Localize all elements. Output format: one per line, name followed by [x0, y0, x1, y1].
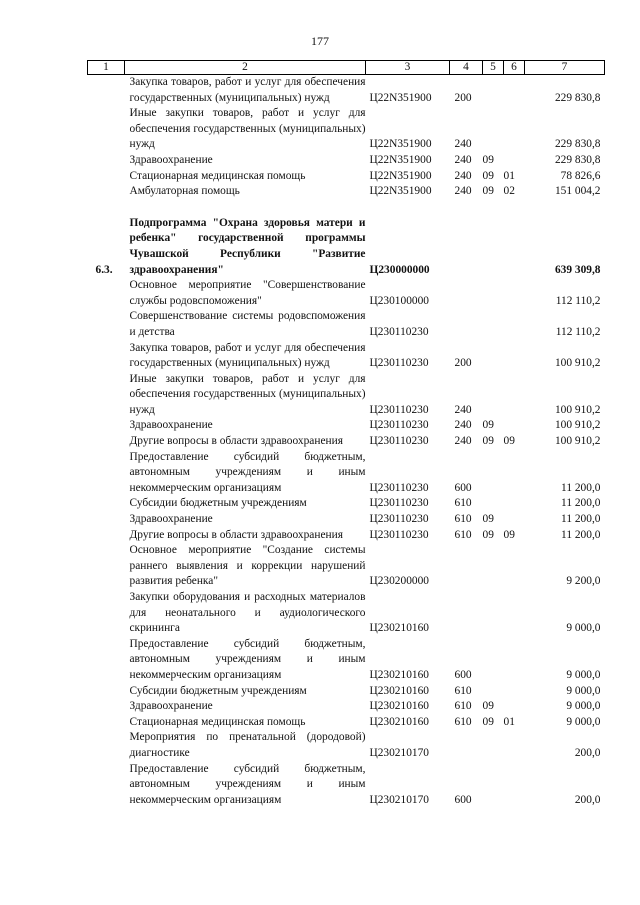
row-number	[88, 512, 125, 528]
row-expense-type: 610	[454, 497, 472, 510]
row-expense-type: 240	[454, 153, 472, 166]
row-amount: 229 830,8	[554, 91, 601, 104]
row-description: Совершенствование системы родовспоможения и детства	[129, 310, 366, 338]
row-amount: 9 000,0	[566, 700, 601, 713]
table-row	[88, 512, 605, 528]
row-section	[483, 75, 504, 107]
row-amount: 11 200,0	[561, 497, 601, 510]
row-subsection	[504, 75, 525, 107]
row-section: 09	[482, 435, 494, 448]
row-target-code: Ц230210170	[369, 746, 429, 759]
header-col-2: 2	[125, 61, 366, 75]
row-section: 09	[482, 185, 494, 198]
row-amount: 11 200,0	[561, 481, 601, 494]
row-target-code: Ц230110230	[369, 481, 429, 494]
row-target-code: Ц230210160	[369, 715, 429, 728]
row-target-code: Ц22N351900	[369, 185, 432, 198]
row-section: 09	[482, 419, 494, 432]
row-number	[88, 434, 125, 450]
row-target-code: Ц230110230	[369, 435, 429, 448]
row-target-code: Ц230110230	[369, 325, 429, 338]
row-expense-type: 240	[454, 419, 472, 432]
row-amount: 100 910,2	[554, 403, 601, 416]
table-row	[88, 106, 605, 153]
table-row	[88, 278, 605, 309]
header-col-3: 3	[366, 61, 450, 75]
row-description: Основное мероприятие "Создание системы раннего выявления и коррекции нарушений развития ребенка"	[129, 544, 366, 588]
row-number	[88, 684, 125, 700]
table-row	[88, 730, 605, 761]
row-description: Здравоохранение	[129, 153, 213, 166]
row-amount: 100 910,2	[554, 357, 601, 370]
row-section	[483, 762, 504, 809]
row-expense-type: 200	[454, 91, 472, 104]
row-amount: 200,0	[574, 793, 601, 806]
row-target-code: Ц230210160	[369, 700, 429, 713]
row-description: Амбулаторная помощь	[129, 185, 240, 198]
row-number	[88, 543, 125, 590]
row-description: Закупка товаров, работ и услуг для обеспечения государственных (муниципальных) нужд	[129, 76, 366, 104]
row-subsection	[504, 309, 525, 340]
row-amount: 11 200,0	[561, 513, 601, 526]
row-target-code: Ц22N351900	[369, 169, 432, 182]
row-target-code: Ц22N351900	[369, 91, 432, 104]
row-description: Иные закупки товаров, работ и услуг для обеспечения государственных (муниципальных) нужд	[129, 107, 366, 151]
row-target-code: Ц230110230	[369, 357, 429, 370]
row-description: Мероприятия по пренатальной (дородовой) диагностике	[129, 731, 366, 759]
row-expense-type: 240	[454, 435, 472, 448]
table-row	[88, 434, 605, 450]
row-number: 6.3.	[95, 263, 113, 276]
row-subsection	[504, 341, 525, 372]
table-row	[88, 543, 605, 590]
table-row	[88, 590, 605, 637]
header-col-6: 6	[504, 61, 525, 75]
row-expense-type: 610	[454, 513, 472, 526]
row-section	[483, 278, 504, 309]
table-row	[88, 153, 605, 169]
table-row	[88, 216, 605, 278]
row-amount: 9 000,0	[566, 684, 601, 697]
table-body	[88, 75, 605, 809]
table-row	[88, 528, 605, 544]
row-expense-type	[450, 309, 483, 340]
table-row	[88, 341, 605, 372]
row-description: Иные закупки товаров, работ и услуг для обеспечения государственных (муниципальных) нужд	[129, 372, 366, 416]
row-section	[483, 372, 504, 419]
row-target-code: Ц230210160	[369, 622, 429, 635]
row-number	[88, 341, 125, 372]
row-subsection	[504, 106, 525, 153]
budget-table	[87, 60, 605, 808]
row-subsection	[504, 730, 525, 761]
row-amount: 200,0	[574, 746, 601, 759]
row-target-code: Ц230210170	[369, 793, 429, 806]
row-number	[88, 184, 125, 200]
row-target-code: Ц230110230	[369, 419, 429, 432]
row-target-code: Ц230210160	[369, 684, 429, 697]
row-expense-type	[450, 590, 483, 637]
row-expense-type	[450, 278, 483, 309]
row-description: Закупка товаров, работ и услуг для обеспечения государственных (муниципальных) нужд	[129, 341, 366, 370]
row-amount: 112 110,2	[555, 325, 601, 338]
row-section: 09	[482, 169, 494, 182]
row-description: Здравоохранение	[129, 419, 213, 432]
row-target-code: Ц230110230	[369, 513, 429, 526]
row-description: Субсидии бюджетным учреждениям	[129, 684, 307, 697]
header-col-5: 5	[483, 61, 504, 75]
row-subsection	[504, 543, 525, 590]
row-section	[483, 216, 504, 278]
table-row	[88, 309, 605, 340]
row-description: Предоставление субсидий бюджетным, автономным учреждениям и иным некоммерческим организациям	[129, 637, 366, 681]
row-section: 09	[482, 513, 494, 526]
row-number	[88, 699, 125, 715]
table-row	[88, 169, 605, 185]
row-number	[88, 762, 125, 809]
row-number	[88, 169, 125, 185]
table-row	[88, 372, 605, 419]
row-number	[88, 106, 125, 153]
row-expense-type: 610	[454, 700, 472, 713]
row-subsection	[504, 450, 525, 497]
row-section	[483, 450, 504, 497]
row-subsection	[504, 418, 525, 434]
row-amount: 229 830,8	[554, 153, 601, 166]
header-col-7: 7	[525, 61, 605, 75]
row-amount: 9 000,0	[566, 622, 601, 635]
row-amount: 112 110,2	[555, 294, 601, 307]
row-amount: 100 910,2	[554, 419, 601, 432]
row-expense-type: 240	[454, 138, 472, 151]
row-section	[483, 590, 504, 637]
row-expense-type: 600	[454, 481, 472, 494]
row-section	[483, 730, 504, 761]
row-number	[88, 496, 125, 512]
row-amount: 11 200,0	[561, 528, 601, 541]
row-expense-type: 240	[454, 169, 472, 182]
row-subsection: 01	[503, 715, 515, 728]
row-section: 09	[482, 700, 494, 713]
row-expense-type	[450, 730, 483, 761]
row-target-code: Ц230200000	[369, 575, 429, 588]
row-target-code: Ц230110230	[369, 528, 429, 541]
row-description: Подпрограмма "Охрана здоровья матери и ребенка" государственной программы Чувашской Республики "Развитие здравоохранения"	[129, 216, 366, 276]
row-target-code: Ц230100000	[369, 294, 429, 307]
row-subsection: 01	[503, 169, 515, 182]
row-expense-type: 600	[454, 793, 472, 806]
row-target-code: Ц230110230	[369, 497, 429, 510]
row-number	[88, 278, 125, 309]
row-subsection	[504, 153, 525, 169]
row-number	[88, 715, 125, 731]
table-row	[88, 418, 605, 434]
row-subsection: 02	[503, 185, 515, 198]
row-section	[483, 637, 504, 684]
row-section	[483, 684, 504, 700]
table-row	[88, 184, 605, 200]
row-description: Стационарная медицинская помощь	[129, 169, 306, 182]
row-number	[88, 450, 125, 497]
row-subsection: 09	[503, 528, 515, 541]
row-number	[88, 309, 125, 340]
row-subsection	[504, 496, 525, 512]
row-section	[483, 341, 504, 372]
row-amount: 151 004,2	[554, 185, 601, 198]
table-row	[88, 715, 605, 731]
row-expense-type: 200	[454, 357, 472, 370]
row-number	[88, 637, 125, 684]
row-subsection	[504, 637, 525, 684]
row-amount: 9 000,0	[566, 715, 601, 728]
row-expense-type: 610	[454, 684, 472, 697]
row-subsection	[504, 590, 525, 637]
row-section: 09	[482, 153, 494, 166]
row-amount: 9 000,0	[566, 668, 601, 681]
row-section	[483, 309, 504, 340]
row-expense-type: 240	[454, 403, 472, 416]
header-col-1: 1	[88, 61, 125, 75]
page-number: 177	[311, 34, 329, 48]
row-subsection	[504, 684, 525, 700]
row-number	[88, 153, 125, 169]
row-subsection	[504, 512, 525, 528]
row-target-code: Ц230000000	[369, 263, 430, 276]
table-row	[88, 450, 605, 497]
spacer-cell	[88, 200, 605, 216]
row-amount: 78 826,6	[560, 169, 601, 182]
row-amount: 639 309,8	[554, 263, 601, 276]
row-number	[88, 528, 125, 544]
row-section	[483, 106, 504, 153]
row-expense-type: 610	[454, 715, 472, 728]
row-number	[88, 75, 125, 107]
row-amount: 100 910,2	[554, 435, 601, 448]
row-expense-type	[450, 216, 483, 278]
row-description: Здравоохранение	[129, 700, 213, 713]
row-description: Другие вопросы в области здравоохранения	[129, 528, 343, 541]
row-target-code: Ц230110230	[369, 403, 429, 416]
table-row	[88, 496, 605, 512]
row-description: Закупки оборудования и расходных материалов для неонатального и аудиологического скрининга	[129, 591, 366, 635]
header-col-4: 4	[450, 61, 483, 75]
row-subsection	[504, 372, 525, 419]
row-number	[88, 418, 125, 434]
row-subsection	[504, 699, 525, 715]
row-expense-type	[450, 543, 483, 590]
row-amount: 229 830,8	[554, 138, 601, 151]
spacer-row	[88, 200, 605, 216]
row-description: Предоставление субсидий бюджетным, автономным учреждениям и иным некоммерческим организациям	[129, 450, 366, 494]
row-description: Здравоохранение	[129, 513, 213, 526]
table-row	[88, 699, 605, 715]
row-section	[483, 496, 504, 512]
row-target-code: Ц230210160	[369, 668, 429, 681]
table-row	[88, 684, 605, 700]
row-number	[88, 372, 125, 419]
row-expense-type: 610	[454, 528, 472, 541]
row-section: 09	[482, 528, 494, 541]
row-description: Другие вопросы в области здравоохранения	[129, 435, 343, 448]
row-number	[88, 730, 125, 761]
row-amount: 9 200,0	[566, 575, 601, 588]
row-target-code: Ц22N351900	[369, 138, 432, 151]
row-subsection	[504, 278, 525, 309]
row-section: 09	[482, 715, 494, 728]
row-description: Субсидии бюджетным учреждениям	[129, 497, 307, 510]
row-section	[483, 543, 504, 590]
table-header-row	[88, 61, 605, 75]
row-expense-type: 600	[454, 668, 472, 681]
table-row	[88, 637, 605, 684]
row-description: Основное мероприятие "Совершенствование службы родовспоможения"	[129, 279, 366, 307]
row-subsection: 09	[503, 435, 515, 448]
table-row	[88, 762, 605, 809]
row-description: Стационарная медицинская помощь	[129, 715, 306, 728]
row-subsection	[504, 216, 525, 278]
row-subsection	[504, 762, 525, 809]
table-row	[88, 75, 605, 107]
row-target-code: Ц22N351900	[369, 153, 432, 166]
row-number	[88, 590, 125, 637]
row-expense-type: 240	[454, 185, 472, 198]
row-description: Предоставление субсидий бюджетным, автономным учреждениям и иным некоммерческим организациям	[129, 762, 366, 806]
